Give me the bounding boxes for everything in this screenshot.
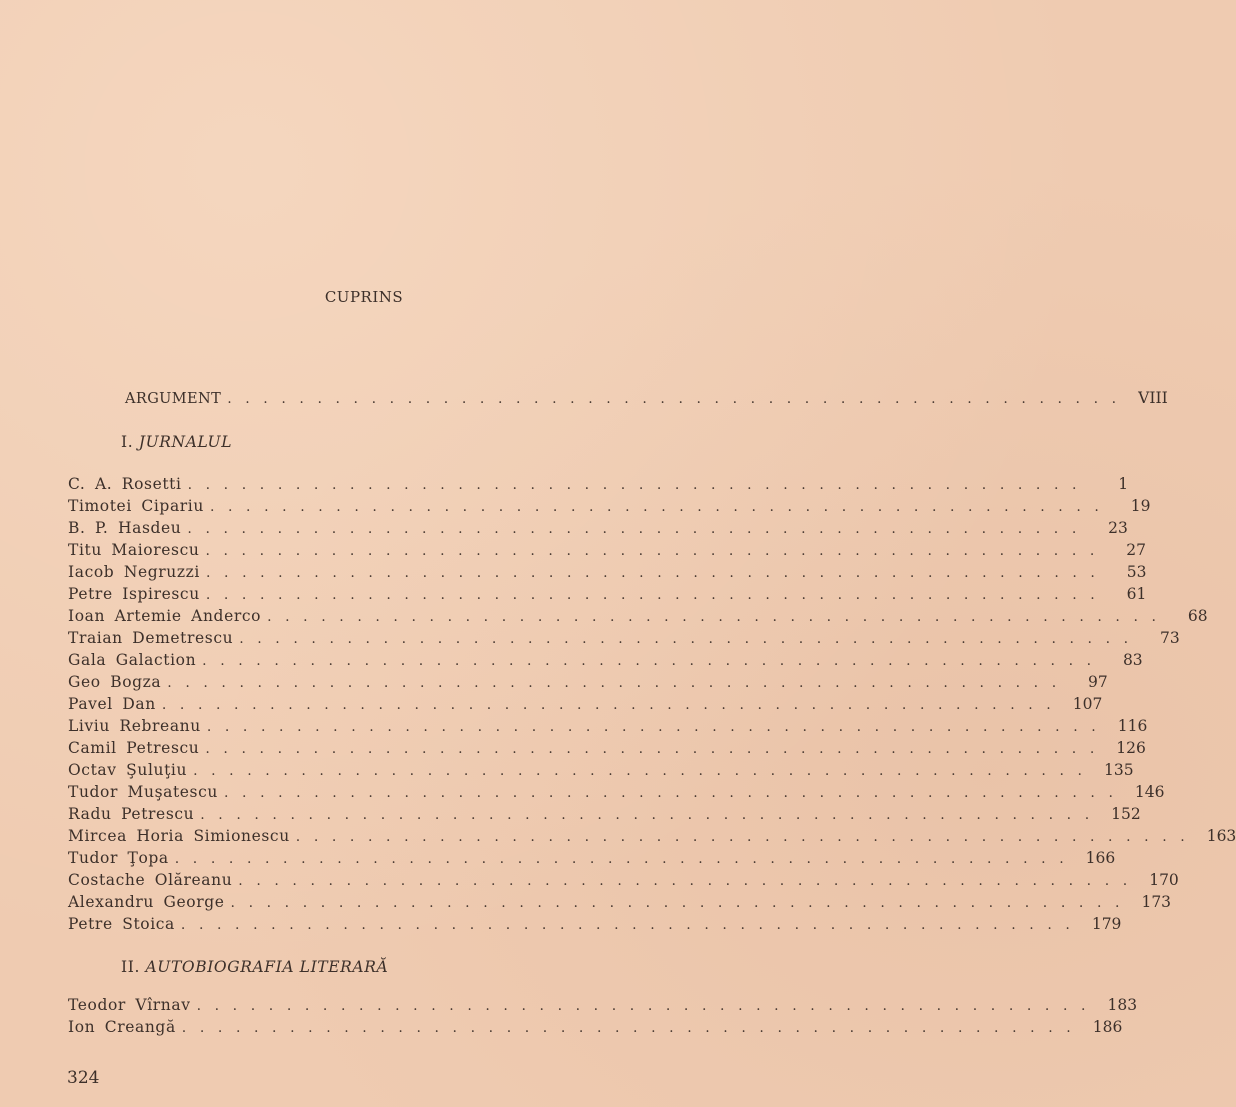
toc-entry [68,650,1143,670]
dot-leader: .................................................. [238,873,1141,889]
toc-entry-page: 1 [1118,475,1129,493]
toc-entry-name: Pavel Dan [68,695,156,713]
section-heading-jurnalul [121,433,232,451]
dot-leader: .................................................. [196,998,1100,1014]
toc-entry-page: 173 [1141,893,1172,911]
toc-entry [68,672,1108,692]
dot-leader: .................................................. [205,565,1109,581]
toc-entry-page: 183 [1107,996,1138,1014]
toc-entry-page: 68 [1187,607,1208,625]
toc-entry [68,738,1146,758]
toc-entry-page: 146 [1134,783,1165,801]
dot-leader: .................................................. [174,851,1078,867]
toc-entry-page: 107 [1072,695,1103,713]
dot-leader: .................................................. [295,829,1199,845]
toc-entry-page: 166 [1085,849,1116,867]
toc-entry-name: Alexandru George [68,893,225,911]
dot-leader: .................................................. [187,521,1090,537]
dot-leader: .................................................. [239,631,1142,647]
toc-entry [68,826,1236,846]
toc-entry-page: 53 [1126,563,1147,581]
section-heading-autobiografia [121,958,388,976]
toc-entry [68,1017,1123,1037]
toc-entry-page: 97 [1088,673,1108,691]
toc-entry-name: Camil Petrescu [68,739,200,757]
toc-entry-page: 116 [1117,717,1148,735]
dot-leader: .................................................. [205,543,1108,559]
section-number: II. [121,958,140,976]
dot-leader: .................................................. [205,587,1109,603]
toc-entry-page: 19 [1130,497,1151,515]
toc-entry-name: Tudor Ţopa [68,849,169,867]
toc-entry-name: Geo Bogza [68,673,162,691]
toc-entry-page: 152 [1111,805,1141,823]
dot-leader: .................................................. [223,785,1127,801]
dot-leader: .................................................. [200,807,1103,823]
toc-entry-name: Ioan Artemie Anderco [68,607,262,625]
toc-entry-name: B. P. Hasdeu [68,519,182,537]
dot-leader: .................................................. [205,741,1108,757]
dot-leader: .................................................. [167,675,1070,691]
toc-entry-page: 135 [1103,761,1134,779]
toc-entry [68,518,1128,538]
toc-entry-name: Traian Demetrescu [68,629,234,647]
toc-entry-name: ARGUMENT [125,391,222,407]
toc-entry-argument [125,388,1168,408]
toc-entry-page: 61 [1126,585,1147,603]
toc-entry-page: 126 [1116,739,1146,757]
dot-leader: .................................................. [193,763,1096,779]
dot-leader: .................................................. [187,477,1091,493]
toc-entry-page: 27 [1126,541,1146,559]
toc-entry [68,606,1208,626]
toc-entry-name: Costache Olăreanu [68,871,233,889]
toc-entry-name: Iacob Negruzzi [68,563,200,581]
toc-entry-name: Petre Ispirescu [68,585,200,603]
dot-leader: .................................................. [180,917,1084,933]
toc-entry-name: Radu Petrescu [68,805,195,823]
toc-entry-page: 186 [1092,1018,1123,1036]
toc-entry-page: 73 [1159,629,1180,647]
dot-leader: .................................................. [227,391,1130,407]
dot-leader: .................................................. [209,499,1113,515]
toc-entry [68,694,1103,714]
toc-entry-name: Timotei Cipariu [68,497,204,515]
toc-entry [68,496,1151,516]
toc-entry [68,628,1180,648]
dot-leader: .................................................. [267,609,1170,625]
toc-entry [68,584,1147,604]
toc-entry-page: 163 [1206,827,1236,845]
toc-entry-name: Tudor Muşatescu [68,783,218,801]
toc-entry [68,760,1134,780]
toc-entry-name: Teodor Vîrnav [68,996,191,1014]
toc-entry-name: Octav Şuluţiu [68,761,188,779]
dot-leader: .................................................. [161,697,1065,713]
dot-leader: .................................................. [206,719,1110,735]
toc-entry [68,716,1148,736]
toc-entry [68,892,1172,912]
toc-entry-page: 170 [1149,871,1179,889]
toc-entry-page: 23 [1108,519,1128,537]
toc-entry [68,870,1179,890]
toc-entry-name: Ion Creangă [68,1018,176,1036]
toc-entry-name: C. A. Rosetti [68,475,182,493]
page-number: 324 [67,1068,100,1088]
toc-entry-name: Liviu Rebreanu [68,717,201,735]
page-title: CUPRINS [324,288,404,306]
toc-entry [68,804,1141,824]
toc-entry-page: 83 [1122,651,1143,669]
dot-leader: .................................................. [181,1020,1085,1036]
toc-entry [68,848,1116,868]
dot-leader: .................................................. [202,653,1105,669]
section-label: JURNALUL [138,433,233,451]
section-label: AUTOBIOGRAFIA LITERARĂ [145,958,389,976]
toc-entry [68,540,1146,560]
toc-entry-name: Mircea Horia Simionescu [68,827,290,845]
toc-entry [68,474,1129,494]
dot-leader: .................................................. [230,895,1134,911]
toc-entry [68,995,1138,1015]
toc-entry [68,782,1165,802]
toc-entry-name: Titu Maiorescu [68,541,200,559]
toc-entry [68,562,1147,582]
section-number: I. [121,433,134,451]
toc-entry [68,914,1122,934]
toc-entry-name: Gala Galaction [68,651,197,669]
toc-entry-page: VIII [1138,389,1168,407]
toc-entry-name: Petre Stoica [68,915,175,933]
toc-entry-page: 179 [1091,915,1122,933]
